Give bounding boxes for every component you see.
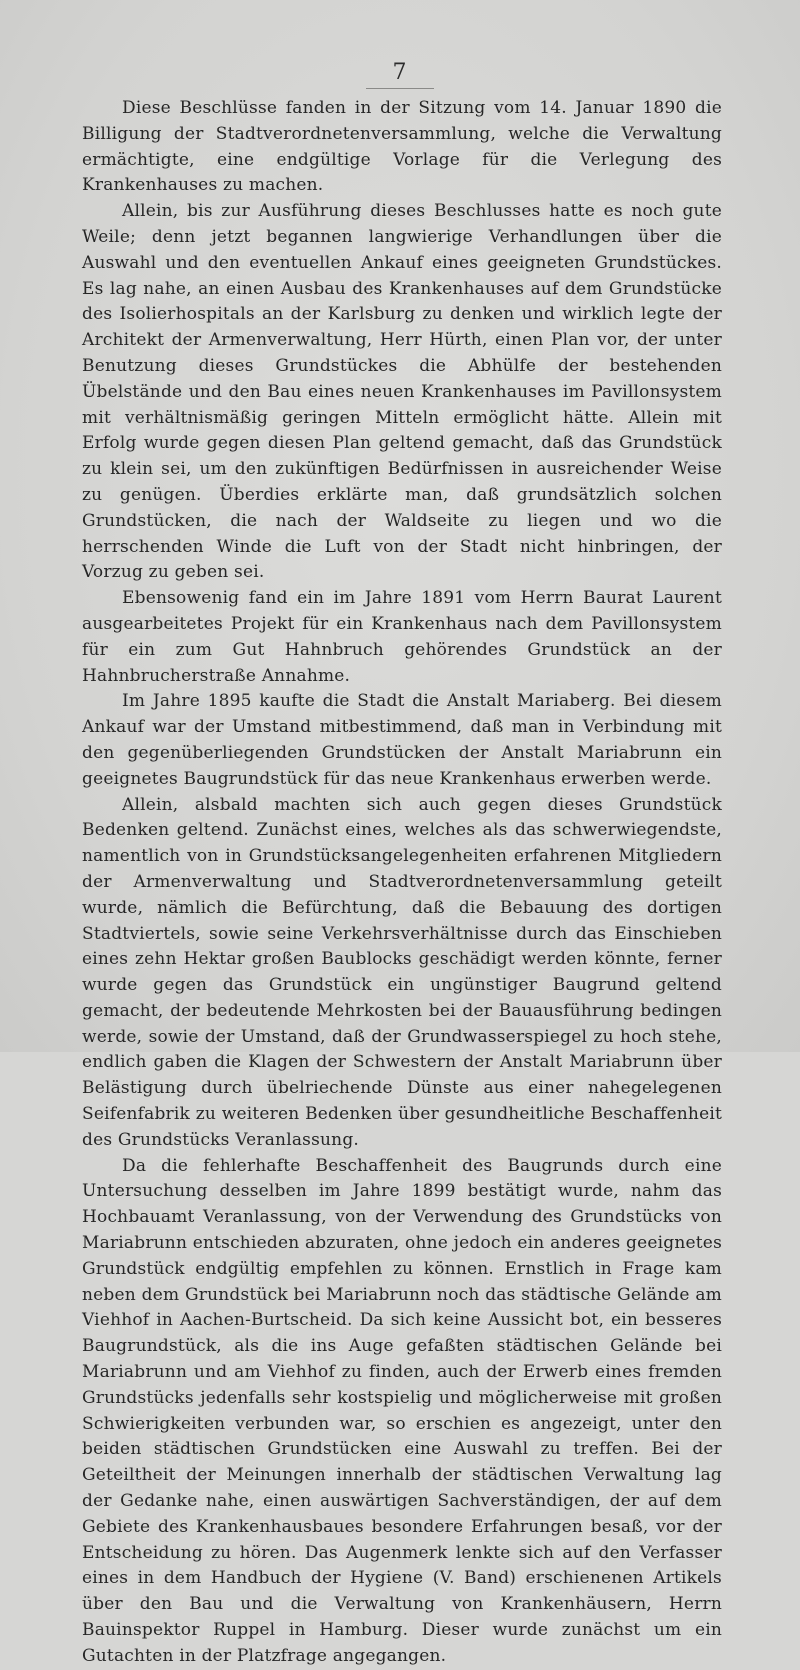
paragraph-5: Allein, alsbald machten sich auch gegen dieses Grundstück Bedenken geltend. Zunächst eines, welches als das schwerwiegendste, namentlich von in Grundstücksangelegenheiten erfahrenen Mitgliedern der Armenverwaltung und Stadtverordnetenversammlung geteilt wurde, nämlich die Befürchtung, daß die Bebauung des dortigen Stadtviertels, sowie seine Verkehrsverhältnisse durch das Einschieben eines zehn Hektar großen Baublocks geschädigt werden könnte, ferner wurde gegen das Grundstück ein ungünstiger Baugrund geltend gemacht, der bedeutende Mehrkosten bei der Bauausführung bedingen werde, sowie der Umstand, daß der Grundwasserspiegel zu hoch stehe, endlich gaben die Klagen der Schwestern der Anstalt Mariabrunn über Belästigung durch übelriechende Dünste aus einer nahegelegenen Seifenfabrik zu weiteren Bedenken über gesundheitliche Beschaffenheit des Grundstücks Veranlassung.: [82, 794, 722, 1150]
page-number: 7: [360, 60, 440, 85]
paragraph-2: Allein, bis zur Ausführung dieses Beschlusses hatte es noch gute Weile; denn jetzt begannen langwierige Verhandlungen über die Auswahl und den eventuellen Ankauf eines geeigneten Grundstückes. Es lag nahe, an einen Ausbau des Krankenhauses auf dem Grundstücke des Isolierhospitals an der Karlsburg zu denken und wirklich legte der Architekt der Armenverwaltung, Herr Hürth, einen Plan vor, der unter Benutzung dieses Grundstückes die Abhülfe der bestehenden Übelstände und den Bau eines neuen Krankenhauses im Pavillonsystem mit verhältnismäßig geringen Mitteln ermöglicht hätte. Allein mit Erfolg wurde gegen diesen Plan geltend gemacht, daß das Grundstück zu klein sei, um den zukünftigen Bedürfnissen in ausreichender Weise zu genügen. Überdies erklärte man, daß grundsätzlich solchen Grundstücken, die nach der Waldseite zu liegen und wo die herrschenden Winde die Luft von der Stadt nicht hinbringen, der Vorzug zu geben sei.: [82, 201, 722, 583]
paragraph-1: Diese Beschlüsse fanden in der Sitzung vom 14. Januar 1890 die Billigung der Stadtverordnetenversammlung, welche die Verwaltung ermächtigte, eine endgültige Vorlage für die Verlegung des Krankenhauses zu machen.: [82, 98, 722, 196]
paragraph-4: Im Jahre 1895 kaufte die Stadt die Anstalt Mariaberg. Bei diesem Ankauf war der Umstand mitbestimmend, daß man in Verbindung mit den gegenüberliegenden Grundstücken der Anstalt Mariabrunn ein geeignetes Baugrundstück für das neue Krankenhaus erwerben werde.: [82, 691, 722, 789]
paragraph-3: Ebensowenig fand ein im Jahre 1891 vom Herrn Baurat Laurent ausgearbeitetes Projekt für ein Krankenhaus nach dem Pavillonsystem für ein zum Gut Hahnbruch gehörendes Grundstück an der Hahnbrucherstraße Annahme.: [82, 588, 722, 686]
paragraph-6: Da die fehlerhafte Beschaffenheit des Baugrunds durch eine Untersuchung desselben im Jahre 1899 bestätigt wurde, nahm das Hochbauamt Veranlassung, von der Verwendung des Grundstücks von Mariabrunn entschieden abzuraten, ohne jedoch ein anderes geeignetes Grundstück endgültig empfehlen zu können. Ernstlich in Frage kam neben dem Grundstück bei Mariabrunn noch das städtische Gelände am Viehhof in Aachen-Burtscheid. Da sich keine Aussicht bot, ein besseres Baugrundstück, als die ins Auge gefaßten städtischen Gelände bei Mariabrunn und am Viehhof zu finden, auch der Erwerb eines fremden Grundstücks jedenfalls sehr kostspielig und möglicherweise mit großen Schwierigkeiten verbunden war, so erschien es angezeigt, unter den beiden städtischen Grundstücken eine Auswahl zu treffen. Bei der Geteiltheit der Meinungen innerhalb der städtischen Verwaltung lag der Gedanke nahe, einen auswärtigen Sachverständigen, der auf dem Gebiete des Krankenhausbaues besondere Erfahrungen besaß, vor der Entscheidung zu hören. Das Augenmerk lenkte sich auf den Verfasser eines in dem Handbuch der Hygiene (V. Band) erschienenen Artikels über den Bau und die Verwaltung von Krankenhäusern, Herrn Bauinspektor Ruppel in Hamburg. Dieser wurde zunächst um ein Gutachten in der Platzfrage angegangen.: [82, 1155, 722, 1666]
body-text: [82, 96, 722, 1670]
